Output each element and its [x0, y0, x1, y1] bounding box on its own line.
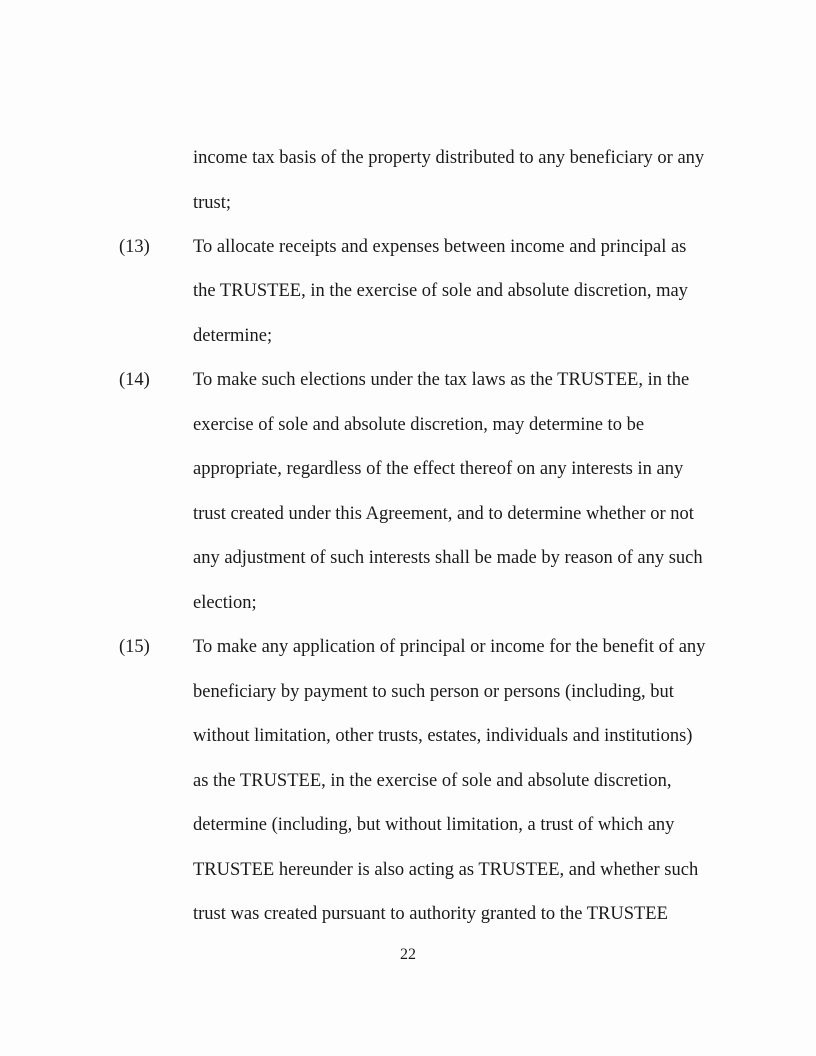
item-14-line: trust created under this Agreement, and to determine whether or not — [193, 504, 694, 524]
continuation-line: trust; — [193, 193, 232, 213]
page-number: 22 — [400, 946, 416, 963]
item-15-line: determine (including, but without limitation, a trust of which any — [193, 815, 675, 835]
item-15-line: trust was created pursuant to authority granted to the TRUSTEE — [193, 904, 668, 924]
item-15-line: To make any application of principal or income for the benefit of any — [193, 637, 706, 657]
item-14-line: To make such elections under the tax laws as the TRUSTEE, in the — [193, 370, 690, 390]
item-13-line: the TRUSTEE, in the exercise of sole and absolute discretion, may — [193, 281, 688, 301]
item-14-line: exercise of sole and absolute discretion, may determine to be — [193, 415, 645, 435]
item-15-line: as the TRUSTEE, in the exercise of sole and absolute discretion, — [193, 771, 672, 791]
item-15-line: without limitation, other trusts, estates, individuals and institutions) — [193, 726, 693, 746]
item-number: (15) — [119, 637, 150, 657]
item-14-line: election; — [193, 593, 257, 613]
item-number: (14) — [119, 370, 150, 390]
continuation-line: income tax basis of the property distributed to any beneficiary or any — [193, 148, 705, 168]
item-13-line: To allocate receipts and expenses between income and principal as — [193, 237, 687, 257]
item-15-line: beneficiary by payment to such person or persons (including, but — [193, 682, 674, 702]
item-15-line: TRUSTEE hereunder is also acting as TRUSTEE, and whether such — [193, 860, 699, 880]
item-number: (13) — [119, 237, 150, 257]
item-13-line: determine; — [193, 326, 273, 346]
item-14-line: any adjustment of such interests shall be made by reason of any such — [193, 548, 703, 568]
item-14-line: appropriate, regardless of the effect thereof on any interests in any — [193, 459, 684, 479]
